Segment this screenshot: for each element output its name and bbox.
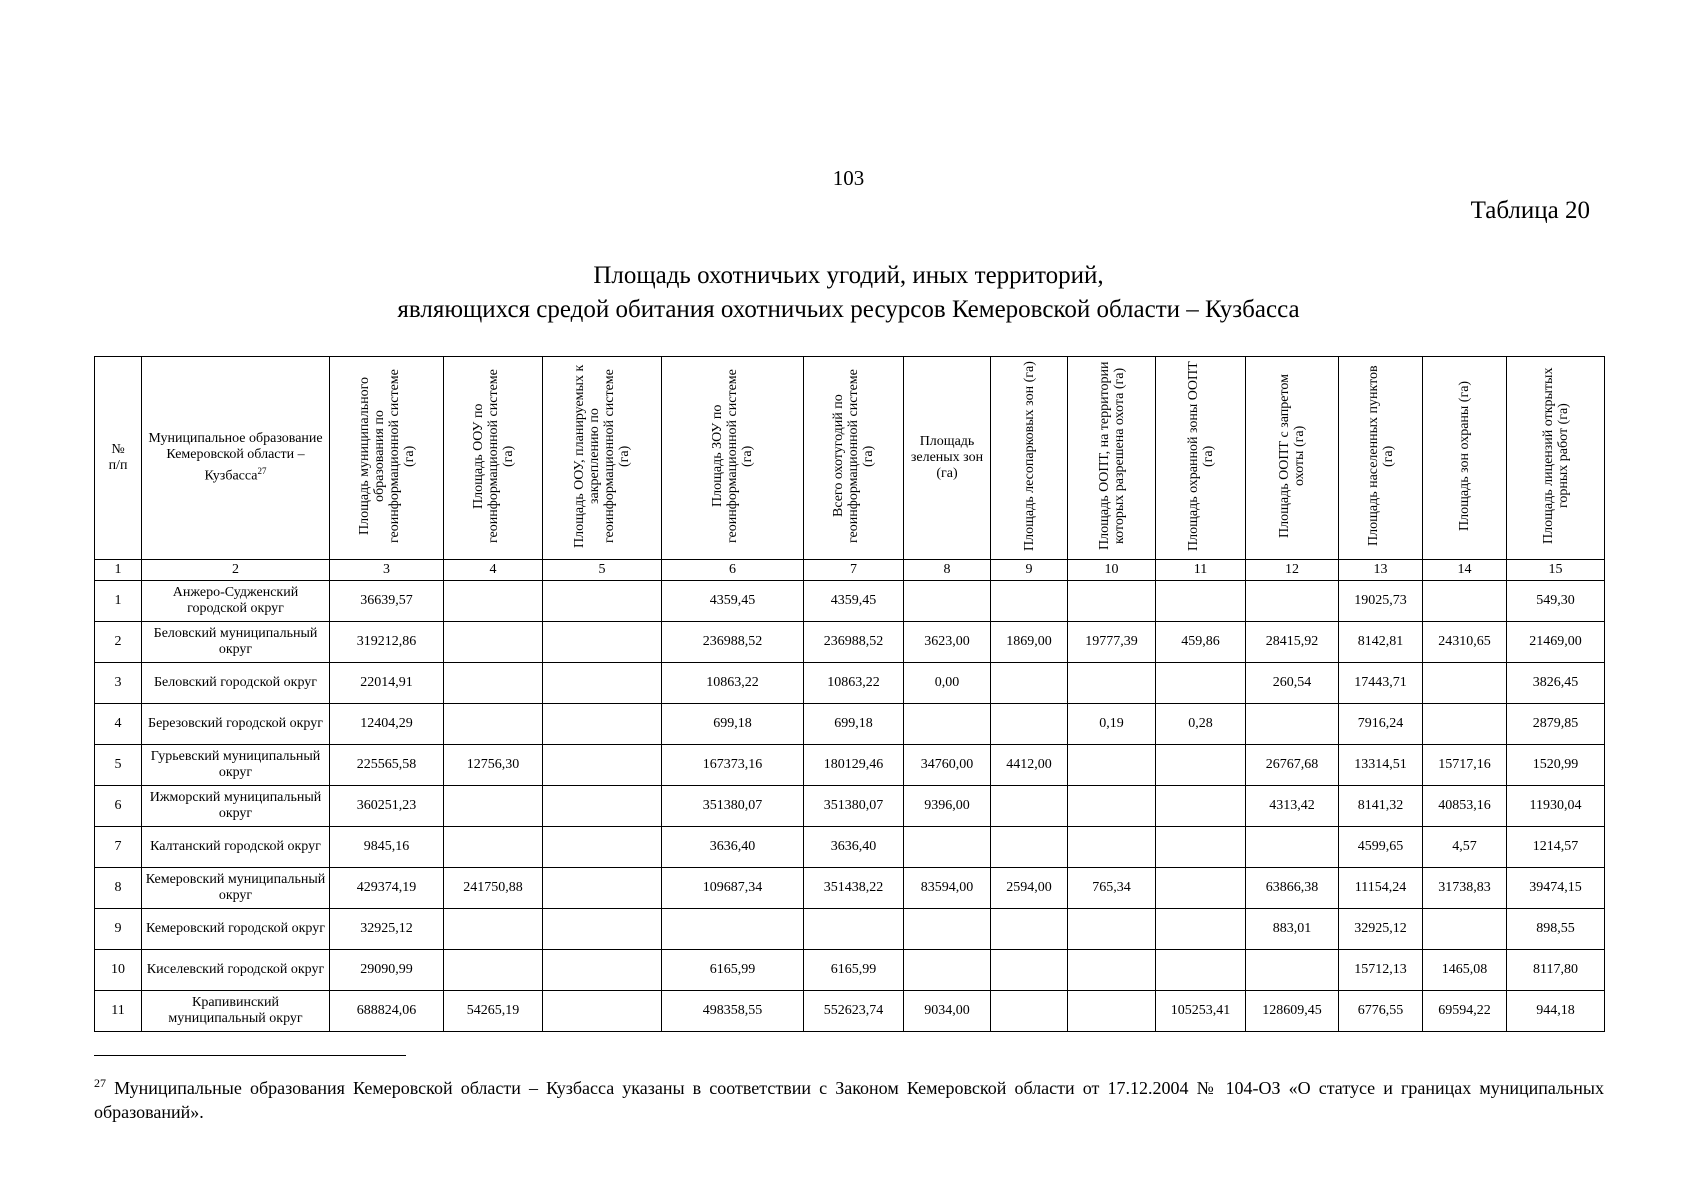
table-cell [543, 622, 662, 663]
municipality-name-cell: Березовский городской округ [142, 704, 330, 745]
table-cell: 12404,29 [330, 704, 444, 745]
header-col-5: Площадь ООУ, планируемых к закреплению по геоинформационной системе (га) [543, 357, 662, 560]
header-col-3: Площадь муниципального образования по геоинформационной системе (га) [330, 357, 444, 560]
table-cell: 0,00 [904, 663, 991, 704]
table-cell: 360251,23 [330, 786, 444, 827]
table-cell [1156, 909, 1246, 950]
table-row [95, 827, 1605, 868]
table-cell: 9034,00 [904, 991, 991, 1032]
table-cell: 549,30 [1507, 581, 1605, 622]
table-row [95, 909, 1605, 950]
table-cell [1246, 827, 1339, 868]
header-footnote-mark: 27 [257, 466, 267, 477]
table-cell: 1520,99 [1507, 745, 1605, 786]
table-cell [991, 704, 1068, 745]
table-cell: 2879,85 [1507, 704, 1605, 745]
table-cell: 17443,71 [1339, 663, 1423, 704]
table-label: Таблица 20 [1470, 197, 1590, 224]
header-col-13: Площадь населенных пунктов (га) [1339, 357, 1423, 560]
table-cell: 260,54 [1246, 663, 1339, 704]
page-number: 103 [832, 166, 865, 190]
table-cell: 3623,00 [904, 622, 991, 663]
column-number: 11 [1156, 560, 1246, 581]
table-cell [991, 581, 1068, 622]
column-number-row [95, 560, 1605, 581]
table-cell: 319212,86 [330, 622, 444, 663]
municipality-name-cell: Беловский муниципальный округ [142, 622, 330, 663]
header-col-10: Площадь ООПТ, на территории которых разрешена охота (га) [1068, 357, 1156, 560]
header-col-1: № п/п [95, 357, 142, 560]
title-line-1: Площадь охотничьих угодий, иных территорий, [593, 262, 1104, 289]
table-cell [444, 909, 543, 950]
municipality-name-cell: Анжеро-Судженский городской округ [142, 581, 330, 622]
table-cell: 1869,00 [991, 622, 1068, 663]
table-cell: 6776,55 [1339, 991, 1423, 1032]
table-cell: 15717,16 [1423, 745, 1507, 786]
table-cell: 4313,42 [1246, 786, 1339, 827]
table-cell: 54265,19 [444, 991, 543, 1032]
table-cell: 7916,24 [1339, 704, 1423, 745]
table-cell: 429374,19 [330, 868, 444, 909]
table-cell: 699,18 [804, 704, 904, 745]
table-cell: 241750,88 [444, 868, 543, 909]
column-number: 3 [330, 560, 444, 581]
table-cell: 4,57 [1423, 827, 1507, 868]
table-cell [543, 868, 662, 909]
table-row [95, 704, 1605, 745]
table-cell [1423, 909, 1507, 950]
table-cell: 83594,00 [904, 868, 991, 909]
municipality-name-cell: Беловский городской округ [142, 663, 330, 704]
column-number: 5 [543, 560, 662, 581]
table-cell: 4359,45 [804, 581, 904, 622]
table-cell [1068, 991, 1156, 1032]
table-cell [904, 950, 991, 991]
footnote [94, 1071, 1604, 1124]
header-col-14: Площадь зон охраны (га) [1423, 357, 1507, 560]
table-cell: 22014,91 [330, 663, 444, 704]
header-col-9: Площадь лесопарковых зон (га) [991, 357, 1068, 560]
table-cell: 498358,55 [662, 991, 804, 1032]
table-cell [804, 909, 904, 950]
header-col-11: Площадь охранной зоны ООПТ (га) [1156, 357, 1246, 560]
table-cell: 11154,24 [1339, 868, 1423, 909]
column-number: 7 [804, 560, 904, 581]
table-cell: 40853,16 [1423, 786, 1507, 827]
table-cell: 459,86 [1156, 622, 1246, 663]
table-cell: 765,34 [1068, 868, 1156, 909]
table-cell: 15712,13 [1339, 950, 1423, 991]
table-cell [543, 663, 662, 704]
table-cell: 236988,52 [804, 622, 904, 663]
table-cell [543, 745, 662, 786]
municipality-name-cell: Калтанский городской округ [142, 827, 330, 868]
table-cell: 128609,45 [1246, 991, 1339, 1032]
table-cell: 29090,99 [330, 950, 444, 991]
table-cell [991, 991, 1068, 1032]
table-cell: 24310,65 [1423, 622, 1507, 663]
row-number-cell: 5 [95, 745, 142, 786]
table-cell: 6165,99 [662, 950, 804, 991]
row-number-cell: 10 [95, 950, 142, 991]
table-cell: 883,01 [1246, 909, 1339, 950]
column-number: 2 [142, 560, 330, 581]
table-cell: 699,18 [662, 704, 804, 745]
table-cell: 898,55 [1507, 909, 1605, 950]
table-cell: 36639,57 [330, 581, 444, 622]
table-cell [991, 909, 1068, 950]
table-cell: 26767,68 [1246, 745, 1339, 786]
table-cell [991, 950, 1068, 991]
table-cell: 105253,41 [1156, 991, 1246, 1032]
table-cell [1246, 704, 1339, 745]
table-cell: 19025,73 [1339, 581, 1423, 622]
table-cell: 10863,22 [804, 663, 904, 704]
table-row [95, 868, 1605, 909]
table-cell [991, 663, 1068, 704]
table-cell: 351438,22 [804, 868, 904, 909]
table-cell: 225565,58 [330, 745, 444, 786]
table-cell [1068, 909, 1156, 950]
table-cell [1068, 663, 1156, 704]
column-number: 14 [1423, 560, 1507, 581]
table-cell [543, 991, 662, 1032]
header-col-8: Площадь зеленых зон (га) [904, 357, 991, 560]
table-cell [444, 622, 543, 663]
table-cell [1156, 868, 1246, 909]
table-cell: 3636,40 [804, 827, 904, 868]
header-col-12: Площадь ООПТ с запретом охоты (га) [1246, 357, 1339, 560]
column-number: 9 [991, 560, 1068, 581]
table-cell: 11930,04 [1507, 786, 1605, 827]
table-cell [1156, 581, 1246, 622]
table-cell: 3636,40 [662, 827, 804, 868]
table-cell: 28415,92 [1246, 622, 1339, 663]
table-cell: 10863,22 [662, 663, 804, 704]
header-row [95, 357, 1605, 560]
table-cell [1423, 581, 1507, 622]
title-line-2: являющихся средой обитания охотничьих ресурсов Кемеровской области – Кузбасса [397, 296, 1300, 323]
table-cell: 0,19 [1068, 704, 1156, 745]
column-number: 12 [1246, 560, 1339, 581]
table-row [95, 745, 1605, 786]
table-cell: 552623,74 [804, 991, 904, 1032]
table-cell [904, 909, 991, 950]
table-cell [444, 663, 543, 704]
table-row [95, 581, 1605, 622]
data-table [94, 356, 1605, 1032]
table-cell: 39474,15 [1507, 868, 1605, 909]
header-col-6: Площадь ЗОУ по геоинформационной системе (га) [662, 357, 804, 560]
row-number-cell: 4 [95, 704, 142, 745]
column-number: 4 [444, 560, 543, 581]
table-cell: 0,28 [1156, 704, 1246, 745]
table-cell [444, 950, 543, 991]
table-cell [1068, 745, 1156, 786]
table-cell: 63866,38 [1246, 868, 1339, 909]
table-cell [543, 581, 662, 622]
table-cell: 13314,51 [1339, 745, 1423, 786]
table-row [95, 950, 1605, 991]
table-cell [444, 581, 543, 622]
table-cell [444, 827, 543, 868]
table-cell: 8142,81 [1339, 622, 1423, 663]
column-number: 6 [662, 560, 804, 581]
table-cell: 109687,34 [662, 868, 804, 909]
header-col-2: Муниципальное образование Кемеровской области – Кузбасса$^{27}$ [142, 357, 330, 560]
table-cell: 21469,00 [1507, 622, 1605, 663]
table-cell: 12756,30 [444, 745, 543, 786]
row-number-cell: 7 [95, 827, 142, 868]
table-cell: 1214,57 [1507, 827, 1605, 868]
row-number-cell: 6 [95, 786, 142, 827]
table-cell: 4599,65 [1339, 827, 1423, 868]
row-number-cell: 8 [95, 868, 142, 909]
table-cell: 34760,00 [904, 745, 991, 786]
table-cell [1246, 950, 1339, 991]
table-cell [1156, 663, 1246, 704]
municipality-name-cell: Гурьевский муниципальный округ [142, 745, 330, 786]
header-col-7: Всего охотугодий по геоинформационной системе (га) [804, 357, 904, 560]
table-cell: 236988,52 [662, 622, 804, 663]
table-cell [904, 704, 991, 745]
table-cell: 31738,83 [1423, 868, 1507, 909]
municipality-name-cell: Крапивинский муниципальный округ [142, 991, 330, 1032]
table-cell: 8117,80 [1507, 950, 1605, 991]
table-cell [904, 581, 991, 622]
row-number-cell: 1 [95, 581, 142, 622]
table-cell [543, 786, 662, 827]
table-cell [1156, 786, 1246, 827]
table-cell: 167373,16 [662, 745, 804, 786]
table-cell [1068, 827, 1156, 868]
table-title [0, 259, 1697, 327]
table-cell: 944,18 [1507, 991, 1605, 1032]
table-cell [991, 786, 1068, 827]
row-number-cell: 9 [95, 909, 142, 950]
column-number: 1 [95, 560, 142, 581]
row-number-cell: 2 [95, 622, 142, 663]
table-cell [1156, 950, 1246, 991]
municipality-name-cell: Кемеровский городской округ [142, 909, 330, 950]
table-cell: 2594,00 [991, 868, 1068, 909]
table-cell: 351380,07 [662, 786, 804, 827]
table-cell: 351380,07 [804, 786, 904, 827]
table-cell [444, 704, 543, 745]
table-cell [1068, 786, 1156, 827]
table-body [95, 581, 1605, 1032]
header-col-15: Площадь лицензий открытых горных работ (га) [1507, 357, 1605, 560]
table-cell [991, 827, 1068, 868]
row-number-cell: 3 [95, 663, 142, 704]
table-row [95, 786, 1605, 827]
municipality-name-cell: Киселевский городской округ [142, 950, 330, 991]
table-row [95, 622, 1605, 663]
table-row [95, 663, 1605, 704]
table-cell: 32925,12 [330, 909, 444, 950]
table-cell [662, 909, 804, 950]
table-cell [904, 827, 991, 868]
footnote-text: Муниципальные образования Кемеровской области – Кузбасса указаны в соответствии с Законом Кемеровской области от 17.12.2004 № 104-ОЗ «О статусе и границах муниципальных образований». [94, 1078, 1604, 1122]
table-cell: 180129,46 [804, 745, 904, 786]
table-cell [1423, 704, 1507, 745]
table-cell: 8141,32 [1339, 786, 1423, 827]
table-cell: 3826,45 [1507, 663, 1605, 704]
municipality-name-cell: Кемеровский муниципальный округ [142, 868, 330, 909]
table-cell [1068, 581, 1156, 622]
table-cell: 1465,08 [1423, 950, 1507, 991]
table-cell: 4359,45 [662, 581, 804, 622]
municipality-name-cell: Ижморский муниципальный округ [142, 786, 330, 827]
table-cell [543, 827, 662, 868]
table-cell [1156, 745, 1246, 786]
header-col-4: Площадь ООУ по геоинформационной системе (га) [444, 357, 543, 560]
footnote-mark: 27 [94, 1076, 106, 1090]
column-number: 8 [904, 560, 991, 581]
table-cell: 9845,16 [330, 827, 444, 868]
table-row [95, 991, 1605, 1032]
table-cell [444, 786, 543, 827]
table-cell [1423, 663, 1507, 704]
row-number-cell: 11 [95, 991, 142, 1032]
table-cell: 6165,99 [804, 950, 904, 991]
table-cell [1068, 950, 1156, 991]
table-cell [543, 909, 662, 950]
table-cell [543, 950, 662, 991]
table-cell: 19777,39 [1068, 622, 1156, 663]
table-cell [1156, 827, 1246, 868]
table-cell [543, 704, 662, 745]
table-cell: 688824,06 [330, 991, 444, 1032]
column-number: 15 [1507, 560, 1605, 581]
column-number: 10 [1068, 560, 1156, 581]
column-number: 13 [1339, 560, 1423, 581]
footnote-divider [94, 1055, 406, 1056]
table-cell: 9396,00 [904, 786, 991, 827]
table-cell: 4412,00 [991, 745, 1068, 786]
table-cell [1246, 581, 1339, 622]
table-cell: 32925,12 [1339, 909, 1423, 950]
table-cell: 69594,22 [1423, 991, 1507, 1032]
